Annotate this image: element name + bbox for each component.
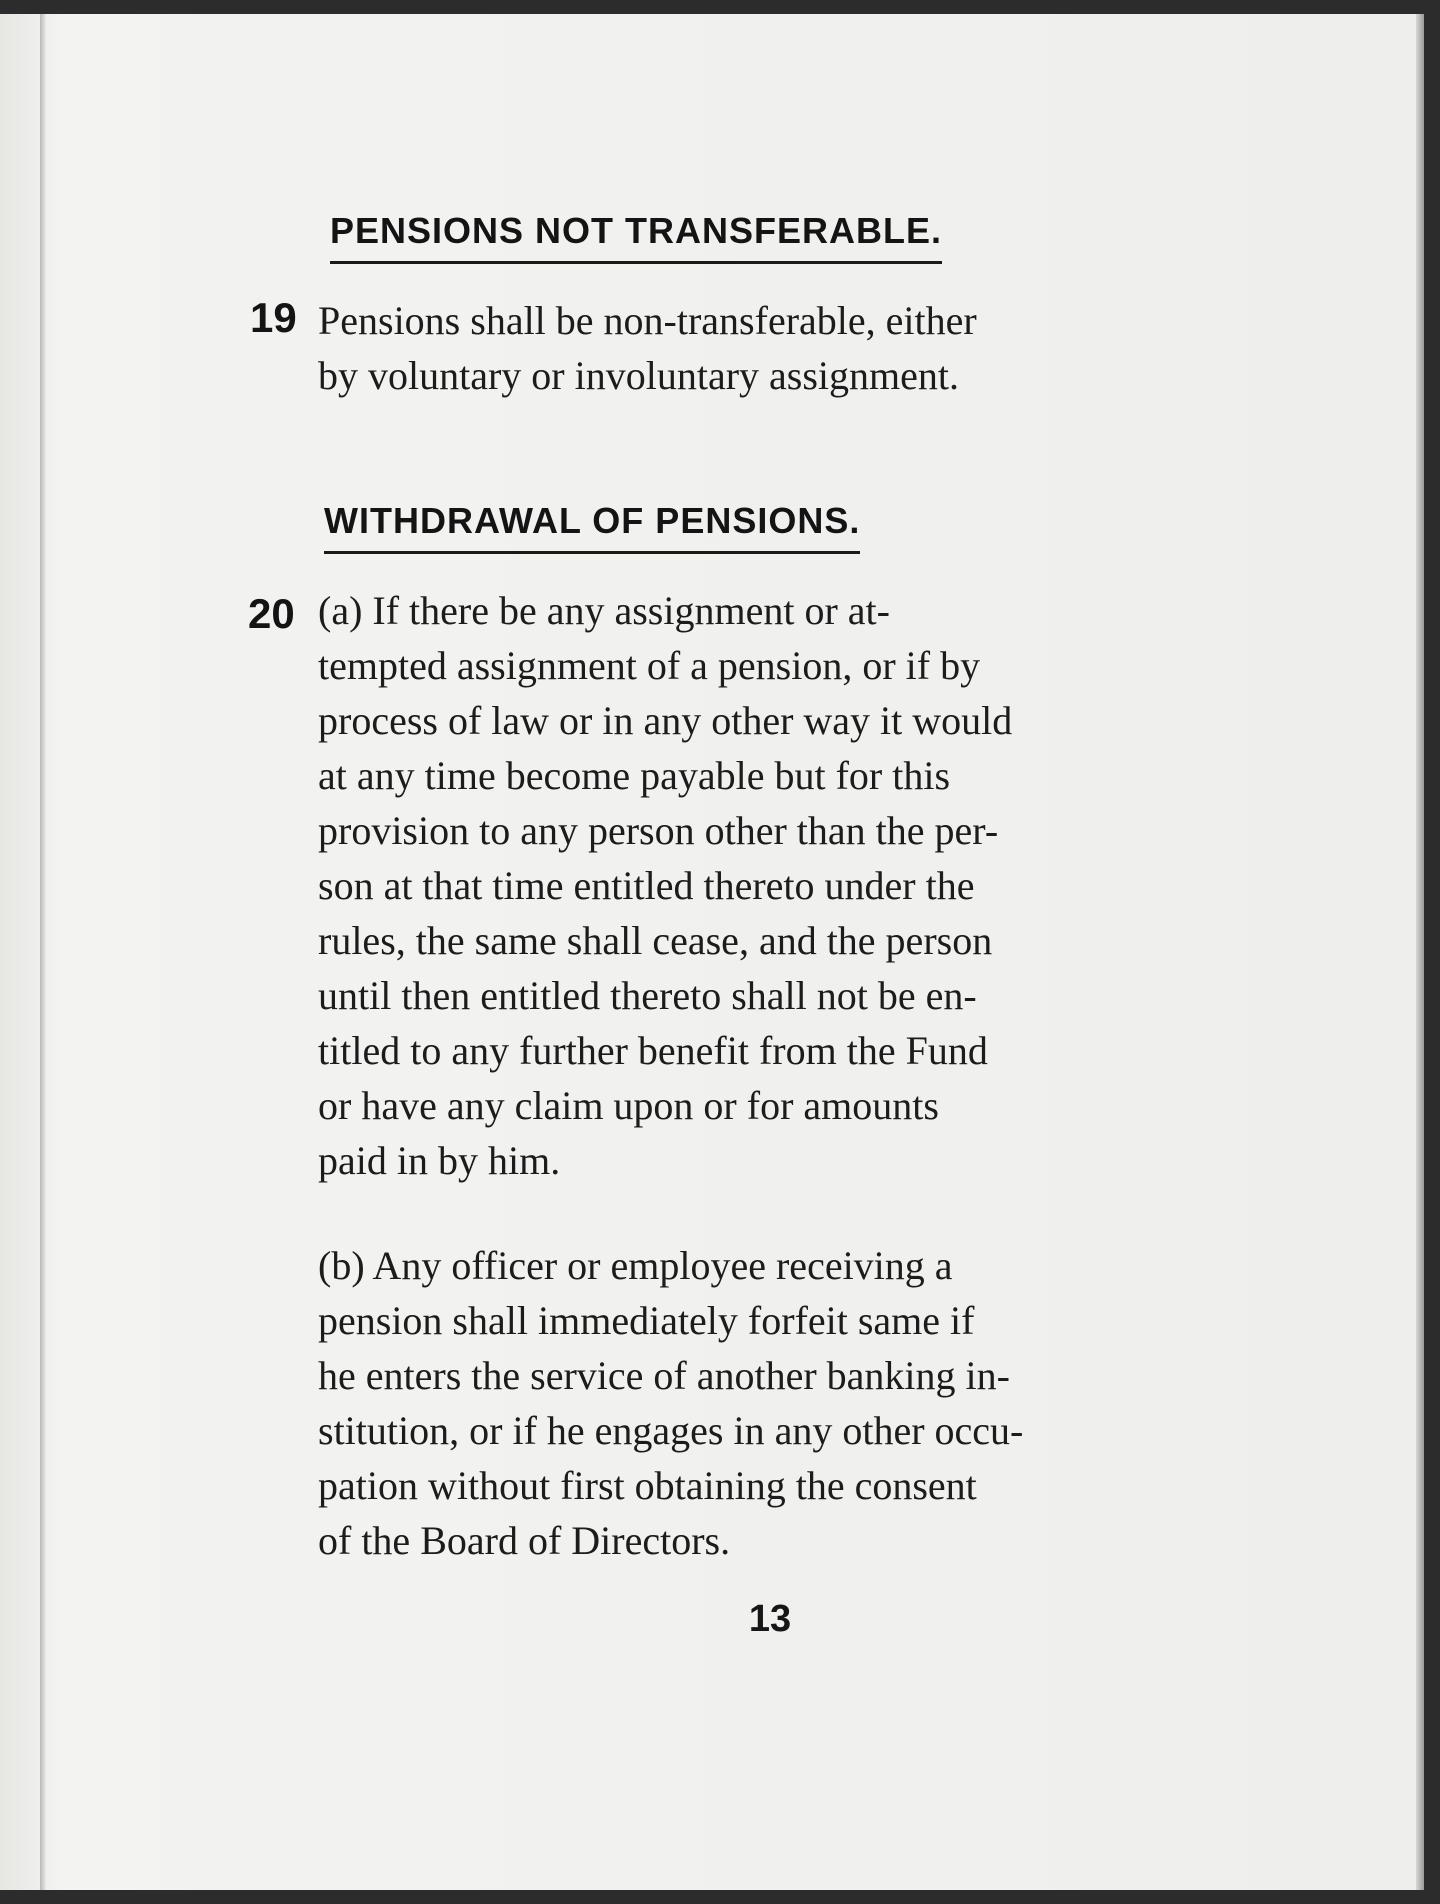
section-paragraph-a: (a) If there be any assignment or at- tempted assignment of a pension, or if by process of law or in any other way it would at any time become payable but for this provision to any person other than the per- son at that time entitled thereto under the rules, the same shall cease, and the person until then entitled thereto shall not be en- titled to any further benefit from the Fund or have any claim upon or for amounts paid in by him. xyxy=(318,588,1013,1183)
section-number: 20 xyxy=(248,590,295,637)
document-page xyxy=(0,14,1424,1890)
section-heading-text: PENSIONS NOT TRANSFERABLE. xyxy=(330,210,943,251)
page-number: 13 xyxy=(748,1598,792,1640)
section-heading-text: WITHDRAWAL OF PENSIONS. xyxy=(324,500,861,541)
heading-underline xyxy=(324,551,860,554)
section-heading-pensions-not-transferable xyxy=(330,210,942,252)
page-right-edge xyxy=(1416,14,1424,1890)
section-paragraph-b: (b) Any officer or employee receiving a pension shall immediately forfeit same if he enters the service of another banking in- stitution, or if he engages in any other occu- pation without first obtaining the consent of the Board of Directors. xyxy=(318,1243,1024,1563)
page-binding-edge xyxy=(40,14,46,1890)
section-paragraph: Pensions shall be non-transferable, either by voluntary or involuntary assignment. xyxy=(318,298,977,398)
heading-underline xyxy=(330,261,942,264)
section-number: 19 xyxy=(250,294,297,341)
section-heading-withdrawal-of-pensions xyxy=(324,500,860,542)
